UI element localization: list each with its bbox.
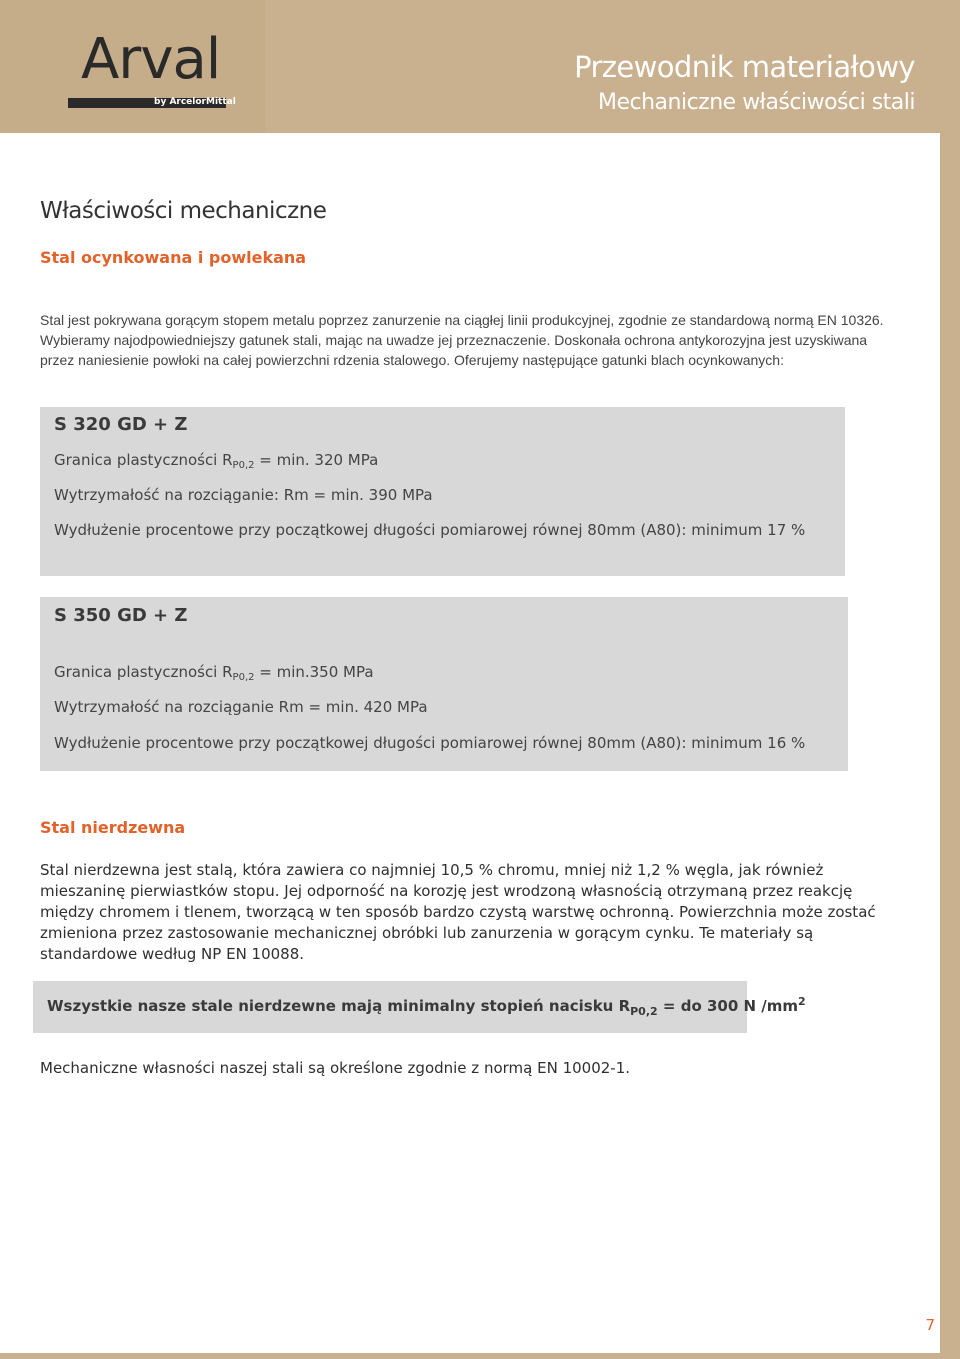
hardness-label: Wszystkie nasze stale nierdzewne mają minimalny stopień nacisku R [47, 997, 631, 1015]
yield-label: Granica plastyczności R [54, 663, 233, 681]
logo-byline: by ArcelorMittal [154, 97, 236, 107]
galvanized-intro: Stal jest pokrywana gorącym stopem metalu poprzez zanurzenie na ciągłej linii produkcyjnej, zgodnie ze standardową normą EN 10326. Wybieramy najodpowiedniejszy gatunek stali, mając na uwadze jej przeznaczenie. Doskonała ochrona antykorozyjna jest uzyskiwana przez naniesienie powłoki na całej powierzchni rdzenia stalowego. Oferujemy następujące gatunki blach ocynkowanych: [40, 312, 884, 368]
page-header [0, 0, 960, 133]
hardness-callout [33, 981, 806, 1033]
stainless-heading: Stal nierdzewna [40, 818, 186, 837]
yield-strength [54, 663, 374, 683]
logo-wordmark: Arval [81, 27, 221, 92]
yield-subscript: P0,2 [232, 672, 255, 683]
yield-value: = min. 320 MPa [254, 451, 379, 469]
elongation: Wydłużenie procentowe przy początkowej długości pomiarowej równej 80mm (A80): minimum 17 % [54, 521, 806, 539]
norm-reference: Mechaniczne własności naszej stali są określone zgodnie z normą EN 10002-1. [40, 1059, 631, 1077]
grade-card-s320 [40, 407, 845, 576]
elongation: Wydłużenie procentowe przy początkowej długości pomiarowej równej 80mm (A80): minimum 16 % [54, 734, 806, 752]
galvanized-heading: Stal ocynkowana i powlekana [40, 248, 307, 267]
section-title: Właściwości mechaniczne [40, 198, 327, 224]
grade-card-s350 [40, 597, 848, 771]
grade-name: S 350 GD + Z [54, 605, 188, 626]
guide-title: Przewodnik materiałowy [574, 50, 915, 84]
tensile-strength: Wytrzymałość na rozciąganie Rm = min. 420 MPa [54, 698, 428, 716]
hardness-subscript: P0,2 [630, 1005, 658, 1018]
arval-logo [0, 0, 265, 133]
yield-strength [54, 451, 378, 471]
tensile-strength: Wytrzymałość na rozciąganie: Rm = min. 390 MPa [54, 486, 433, 504]
stainless-body: Stal nierdzewna jest stalą, która zawiera co najmniej 10,5 % chromu, mniej niż 1,2 % węgla, jak również mieszaninę pierwiastków stopu. Jej odporność na korozję jest wrodzoną własnością otrzymaną przez reakcję między chromem i tlenem, tworzącą w ten sposób bardzo czystą warstwę ochronną. Powierzchnia może zostać zmieniona przez zastosowanie mechanicznej obróbki lub zanurzenia w gorącym cynku. Te materiały są standardowe według NP EN 10088. [40, 861, 876, 963]
grade-name: S 320 GD + Z [54, 414, 188, 435]
page-number: 7 [925, 1316, 935, 1334]
yield-value: = min.350 MPa [254, 663, 374, 681]
yield-label: Granica plastyczności R [54, 451, 233, 469]
yield-subscript: P0,2 [232, 460, 255, 471]
hardness-value: = do 300 N /mm [657, 997, 799, 1015]
guide-subtitle: Mechaniczne właściwości stali [597, 90, 915, 115]
hardness-superscript: 2 [798, 995, 806, 1008]
hardness-text [47, 995, 806, 1018]
